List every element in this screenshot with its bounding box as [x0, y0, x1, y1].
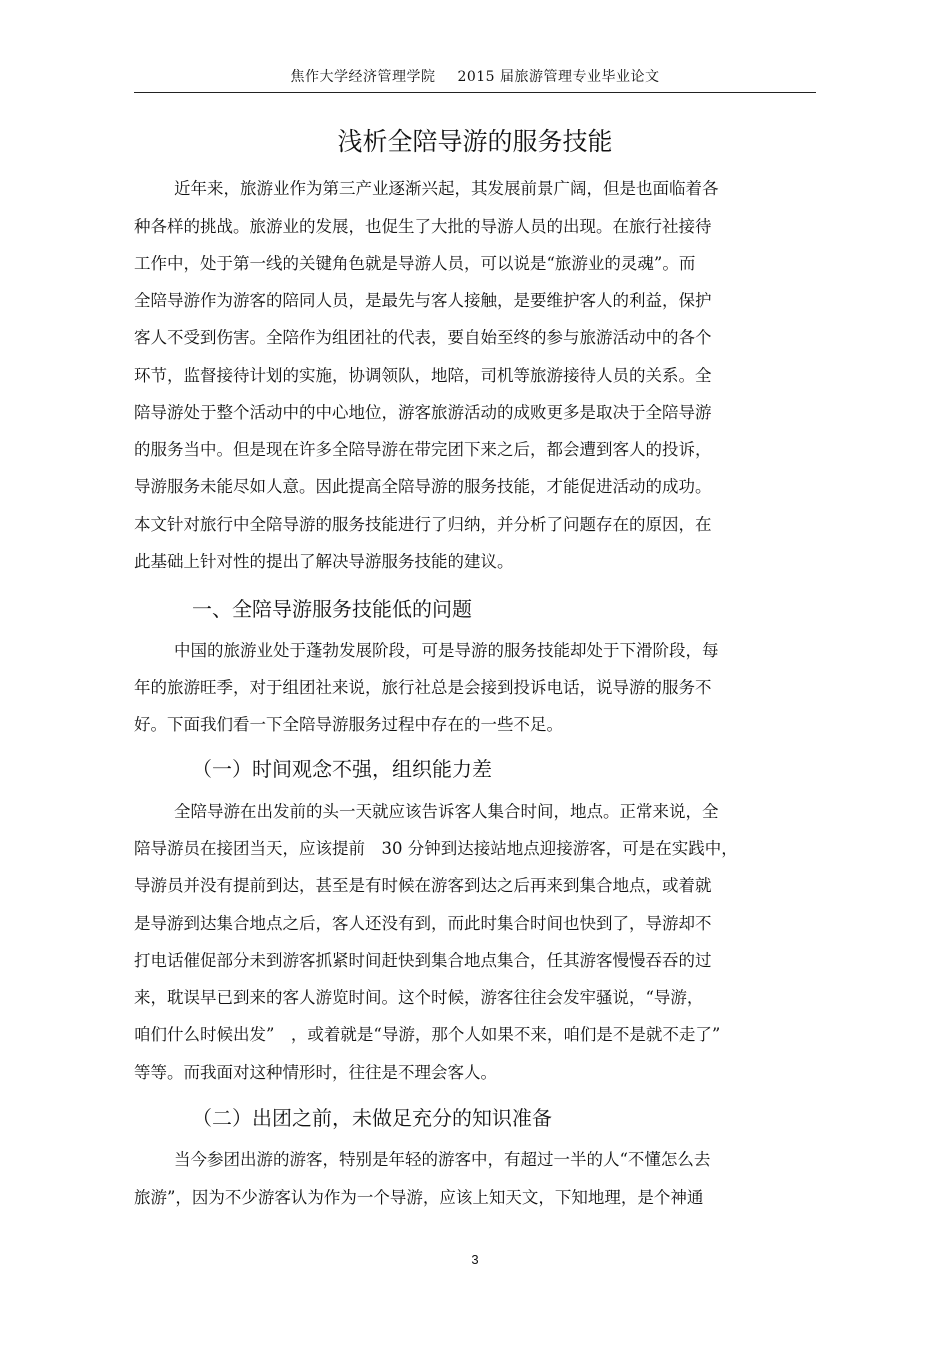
- section-line: 中国的旅游业处于蓬勃发展阶段，可是导游的服务技能却处于下滑阶段，每: [174, 641, 719, 660]
- running-header: [134, 66, 816, 86]
- intro-line: 此基础上针对性的提出了解决导游服务技能的建议。: [134, 552, 514, 571]
- header-rule: [134, 92, 816, 93]
- subsection-line: 当今参团出游的游客，特别是年轻的游客中，有超过一半的人“不懂怎么去: [174, 1150, 711, 1169]
- section-line: 好。下面我们看一下全陪导游服务过程中存在的一些不足。: [134, 715, 563, 734]
- intro-line: 导游服务未能尽如人意。因此提高全陪导游的服务技能，才能促进活动的成功。: [134, 477, 712, 496]
- intro-line: 陪导游处于整个活动中的中心地位，游客旅游活动的成败更多是取决于全陪导游: [134, 403, 712, 422]
- subsection-heading: （一）时间观念不强，组织能力差: [192, 757, 492, 781]
- subsection-heading: （二）出团之前，未做足充分的知识准备: [192, 1106, 552, 1130]
- page-number: 3: [471, 1252, 479, 1267]
- intro-line: 全陪导游作为游客的陪同人员，是最先与客人接触，是要维护客人的利益，保护: [134, 291, 712, 310]
- intro-line: 工作中，处于第一线的关键角色就是导游人员，可以说是“旅游业的灵魂”。而: [134, 254, 696, 273]
- intro-line: 客人不受到伤害。全陪作为组团社的代表，要自始至终的参与旅游活动中的各个: [134, 328, 712, 347]
- paper-title: 浅析全陪导游的服务技能: [337, 127, 613, 156]
- subsection-line: 旅游”，因为不少游客认为作为一个导游，应该上知天文，下知地理，是个神通: [134, 1188, 704, 1207]
- intro-line: 本文针对旅行中全陪导游的服务技能进行了归纳，并分析了问题存在的原因，在: [134, 515, 712, 534]
- section-heading: 一、全陪导游服务技能低的问题: [192, 597, 472, 621]
- header-school: 焦作大学经济管理学院: [290, 69, 436, 85]
- subsection-line: 全陪导游在出发前的头一天就应该告诉客人集合时间，地点。正常来说，全: [174, 802, 719, 821]
- subsection-line: 导游员并没有提前到达，甚至是有时候在游客到达之后再来到集合地点，或着就: [134, 876, 712, 895]
- subsection-line: 咱们什么时候出发” ，或着就是“导游，那个人如果不来，咱们是不是就不走了”: [134, 1025, 721, 1044]
- intro-line: 种各样的挑战。旅游业的发展，也促生了大批的导游人员的出现。在旅行社接待: [134, 217, 712, 236]
- header-thesis: 2015 届旅游管理专业毕业论文: [457, 69, 660, 85]
- intro-line: 环节，监督接待计划的实施，协调领队，地陪，司机等旅游接待人员的关系。全: [134, 366, 712, 385]
- subsection-line: 是导游到达集合地点之后，客人还没有到，而此时集合时间也快到了，导游却不: [134, 914, 712, 933]
- subsection-line: 打电话催促部分未到游客抓紧时间赶快到集合地点集合，任其游客慢慢吞吞的过: [134, 951, 712, 970]
- section-line: 年的旅游旺季，对于组团社来说，旅行社总是会接到投诉电话，说导游的服务不: [134, 678, 712, 697]
- intro-line: 近年来，旅游业作为第三产业逐渐兴起，其发展前景广阔，但是也面临着各: [174, 179, 719, 198]
- subsection-line: 陪导游员在接团当天，应该提前 30 分钟到达接站地点迎接游客，可是在实践中，: [134, 839, 738, 858]
- subsection-line: 等等。而我面对这种情形时，往往是不理会客人。: [134, 1063, 497, 1082]
- subsection-line: 来，耽误早已到来的客人游览时间。这个时候，游客往往会发牢骚说，“导游，: [134, 988, 704, 1007]
- intro-line: 的服务当中。但是现在许多全陪导游在带完团下来之后，都会遭到客人的投诉，: [134, 440, 712, 459]
